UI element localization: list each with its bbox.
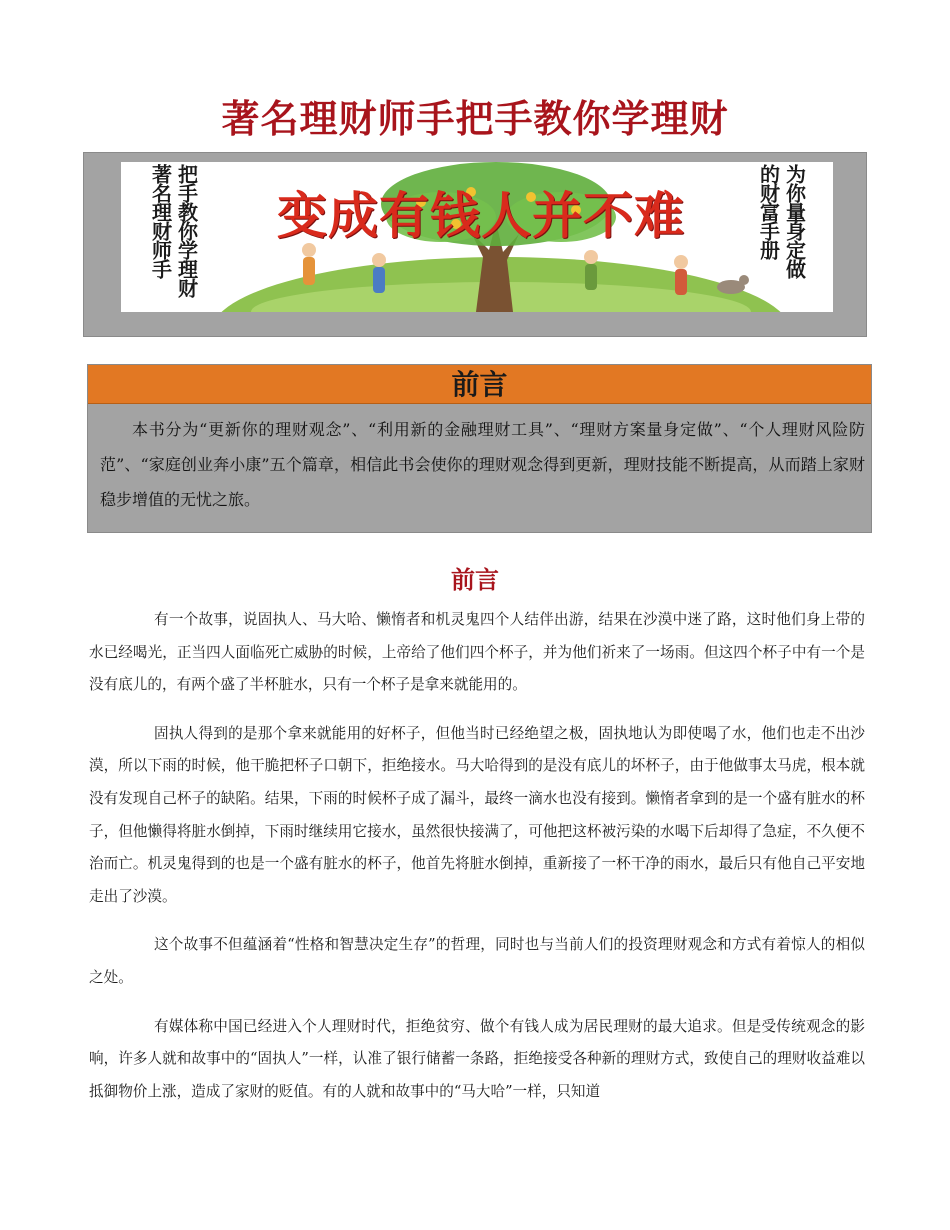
preface-header: 前言 (88, 365, 871, 404)
preface-box (87, 364, 872, 533)
paragraph: 固执人得到的是那个拿来就能用的好杯子，但他当时已经绝望之极，固执地认为即使喝了水，他们也走不出沙漠，所以下雨的时候，他干脆把杯子口朝下，拒绝接水。马大哈得到的是没有底儿的坏杯子，由于他做事太马虎，根本就没有发现自己杯子的缺陷。结果，下雨的时候杯子成了漏斗，最终一滴水也没有接到。懒惰者拿到的是一个盛有脏水的杯子，但他懒得将脏水倒掉，下雨时继续用它接水，虽然很快接满了，可他把这杯被污染的水喝下后却得了急症，不久便不治而亡。机灵鬼得到的也是一个盛有脏水的杯子，他首先将脏水倒掉，重新接了一杯干净的雨水，最后只有他自己平安地走出了沙漠。 (89, 724, 865, 905)
banner-left-column-2: 著名理财师手 (148, 164, 173, 278)
banner-left-column-1: 把手教你学理财 (174, 164, 199, 297)
banner-right-column-2: 的财富手册 (756, 164, 781, 259)
person-body-icon (675, 269, 687, 295)
paragraph: 有媒体称中国已经进入个人理财时代，拒绝贫穷、做个有钱人成为居民理财的最大追求。但是受传统观念的影响，许多人就和故事中的“固执人”一样，认准了银行储蓄一条路，拒绝接受各种新的理财方式，致使自己的理财收益难以抵御物价上涨，造成了家财的贬值。有的人就和故事中的“马大哈”一样，只知道 (89, 1017, 865, 1100)
person-head-icon (584, 250, 598, 264)
banner-frame (83, 152, 867, 337)
person-body-icon (585, 264, 597, 290)
paragraph: 有一个故事，说固执人、马大哈、懒惰者和机灵鬼四个人结伴出游，结果在沙漠中迷了路，这时他们身上带的水已经喝光，正当四人面临死亡威胁的时候，上帝给了他们四个杯子，并为他们祈来了一场雨。但这四个杯子中有一个是没有底儿的，有两个盛了半杯脏水，只有一个杯子是拿来就能用的。 (89, 611, 865, 694)
article-body (89, 604, 865, 1124)
preface-body: 本书分为“更新你的理财观念”、“利用新的金融理财工具”、“理财方案量身定做”、“个人理财风险防范”、“家庭创业奔小康”五个篇章，相信此书会使你的理财观念得到更新，理财技能不断提高，从而踏上家财稳步增值的无忧之旅。 (100, 420, 865, 509)
dog-head-icon (739, 275, 749, 285)
banner-image (121, 162, 833, 312)
banner-right-column-1: 为你量身定做 (782, 164, 807, 278)
document-title: 著名理财师手把手教你学理财 (221, 97, 729, 141)
section-title: 前言 (451, 566, 499, 594)
paragraph: 这个故事不但蕴涵着“性格和智慧决定生存”的哲理，同时也与当前人们的投资理财观念和方式有着惊人的相似之处。 (89, 936, 865, 986)
person-body-icon (303, 257, 315, 285)
banner-headline: 变成有钱人并不难 (277, 186, 685, 245)
person-head-icon (674, 255, 688, 269)
person-body-icon (373, 267, 385, 293)
person-head-icon (372, 253, 386, 267)
